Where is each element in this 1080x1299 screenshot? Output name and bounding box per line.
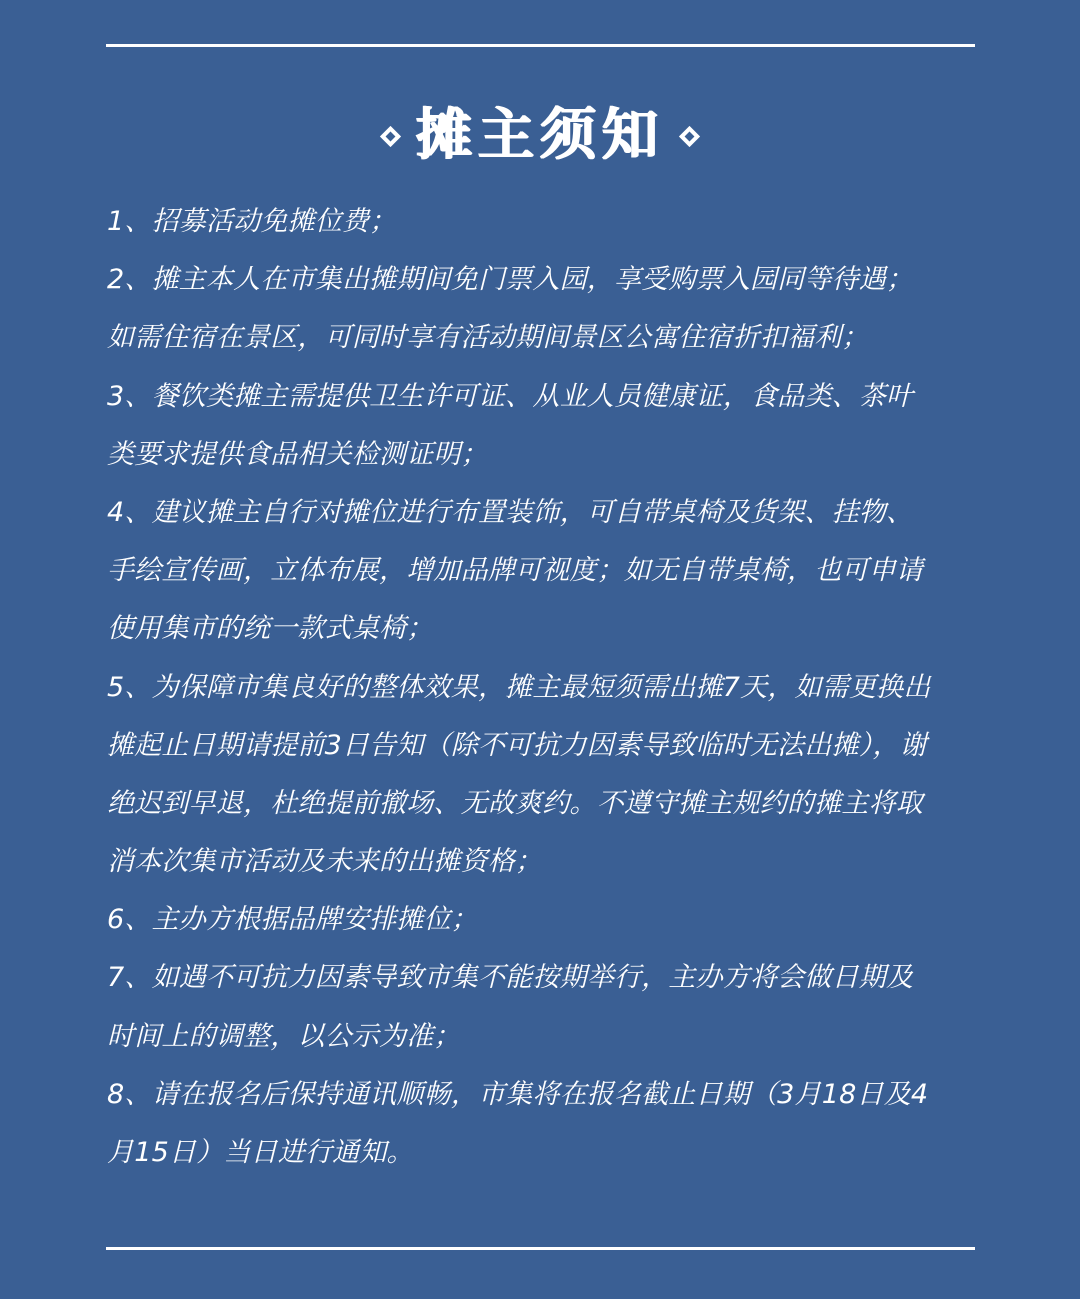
notice-line: 5、为保障市集良好的整体效果，摊主最短须需出摊7天，如需更换出 <box>107 671 931 703</box>
notice-line: 8、请在报名后保持通讯顺畅，市集将在报名截止日期（3月18日及4 <box>107 1078 929 1110</box>
page-title: 摊主须知 <box>416 103 664 168</box>
notice-line: 月15日）当日进行通知。 <box>107 1137 414 1168</box>
notice-line: 摊起止日期请提前3日告知（除不可抗力因素导致临时无法出摊），谢 <box>107 729 927 761</box>
top-divider <box>106 44 975 47</box>
notice-line: 消本次集市活动及未来的出摊资格； <box>107 846 543 878</box>
notice-list <box>107 193 987 1182</box>
diamond-outline-icon <box>679 125 700 146</box>
notice-line: 如需住宿在景区，可同时享有活动期间景区公寓住宿折扣福利； <box>107 322 869 354</box>
notice-line: 1、招募活动免摊位费； <box>107 206 397 237</box>
notice-line: 手绘宣传画，立体布展，增加品牌可视度；如无自带桌椅，也可申请 <box>107 555 923 587</box>
title-row <box>0 96 1080 176</box>
bottom-divider <box>106 1247 975 1250</box>
notice-line: 3、餐饮类摊主需提供卫生许可证、从业人员健康证，食品类、茶叶 <box>107 380 914 412</box>
notice-line: 2、摊主本人在市集出摊期间免门票入园，享受购票入园同等待遇； <box>107 264 914 296</box>
diamond-outline-icon <box>380 125 401 146</box>
notice-line: 使用集市的统一款式桌椅； <box>107 613 434 645</box>
notice-line: 4、建议摊主自行对摊位进行布置装饰，可自带桌椅及货架、挂物、 <box>107 496 914 528</box>
notice-line: 7、如遇不可抗力因素导致市集不能按期举行，主办方将会做日期及 <box>107 962 914 994</box>
notice-line: 时间上的调整，以公示为准； <box>107 1020 461 1052</box>
notice-line: 类要求提供食品相关检测证明； <box>107 438 488 470</box>
notice-line: 6、主办方根据品牌安排摊位； <box>107 904 478 936</box>
notice-line: 绝迟到早退，杜绝提前撤场、无故爽约。不遵守摊主规约的摊主将取 <box>107 787 923 819</box>
